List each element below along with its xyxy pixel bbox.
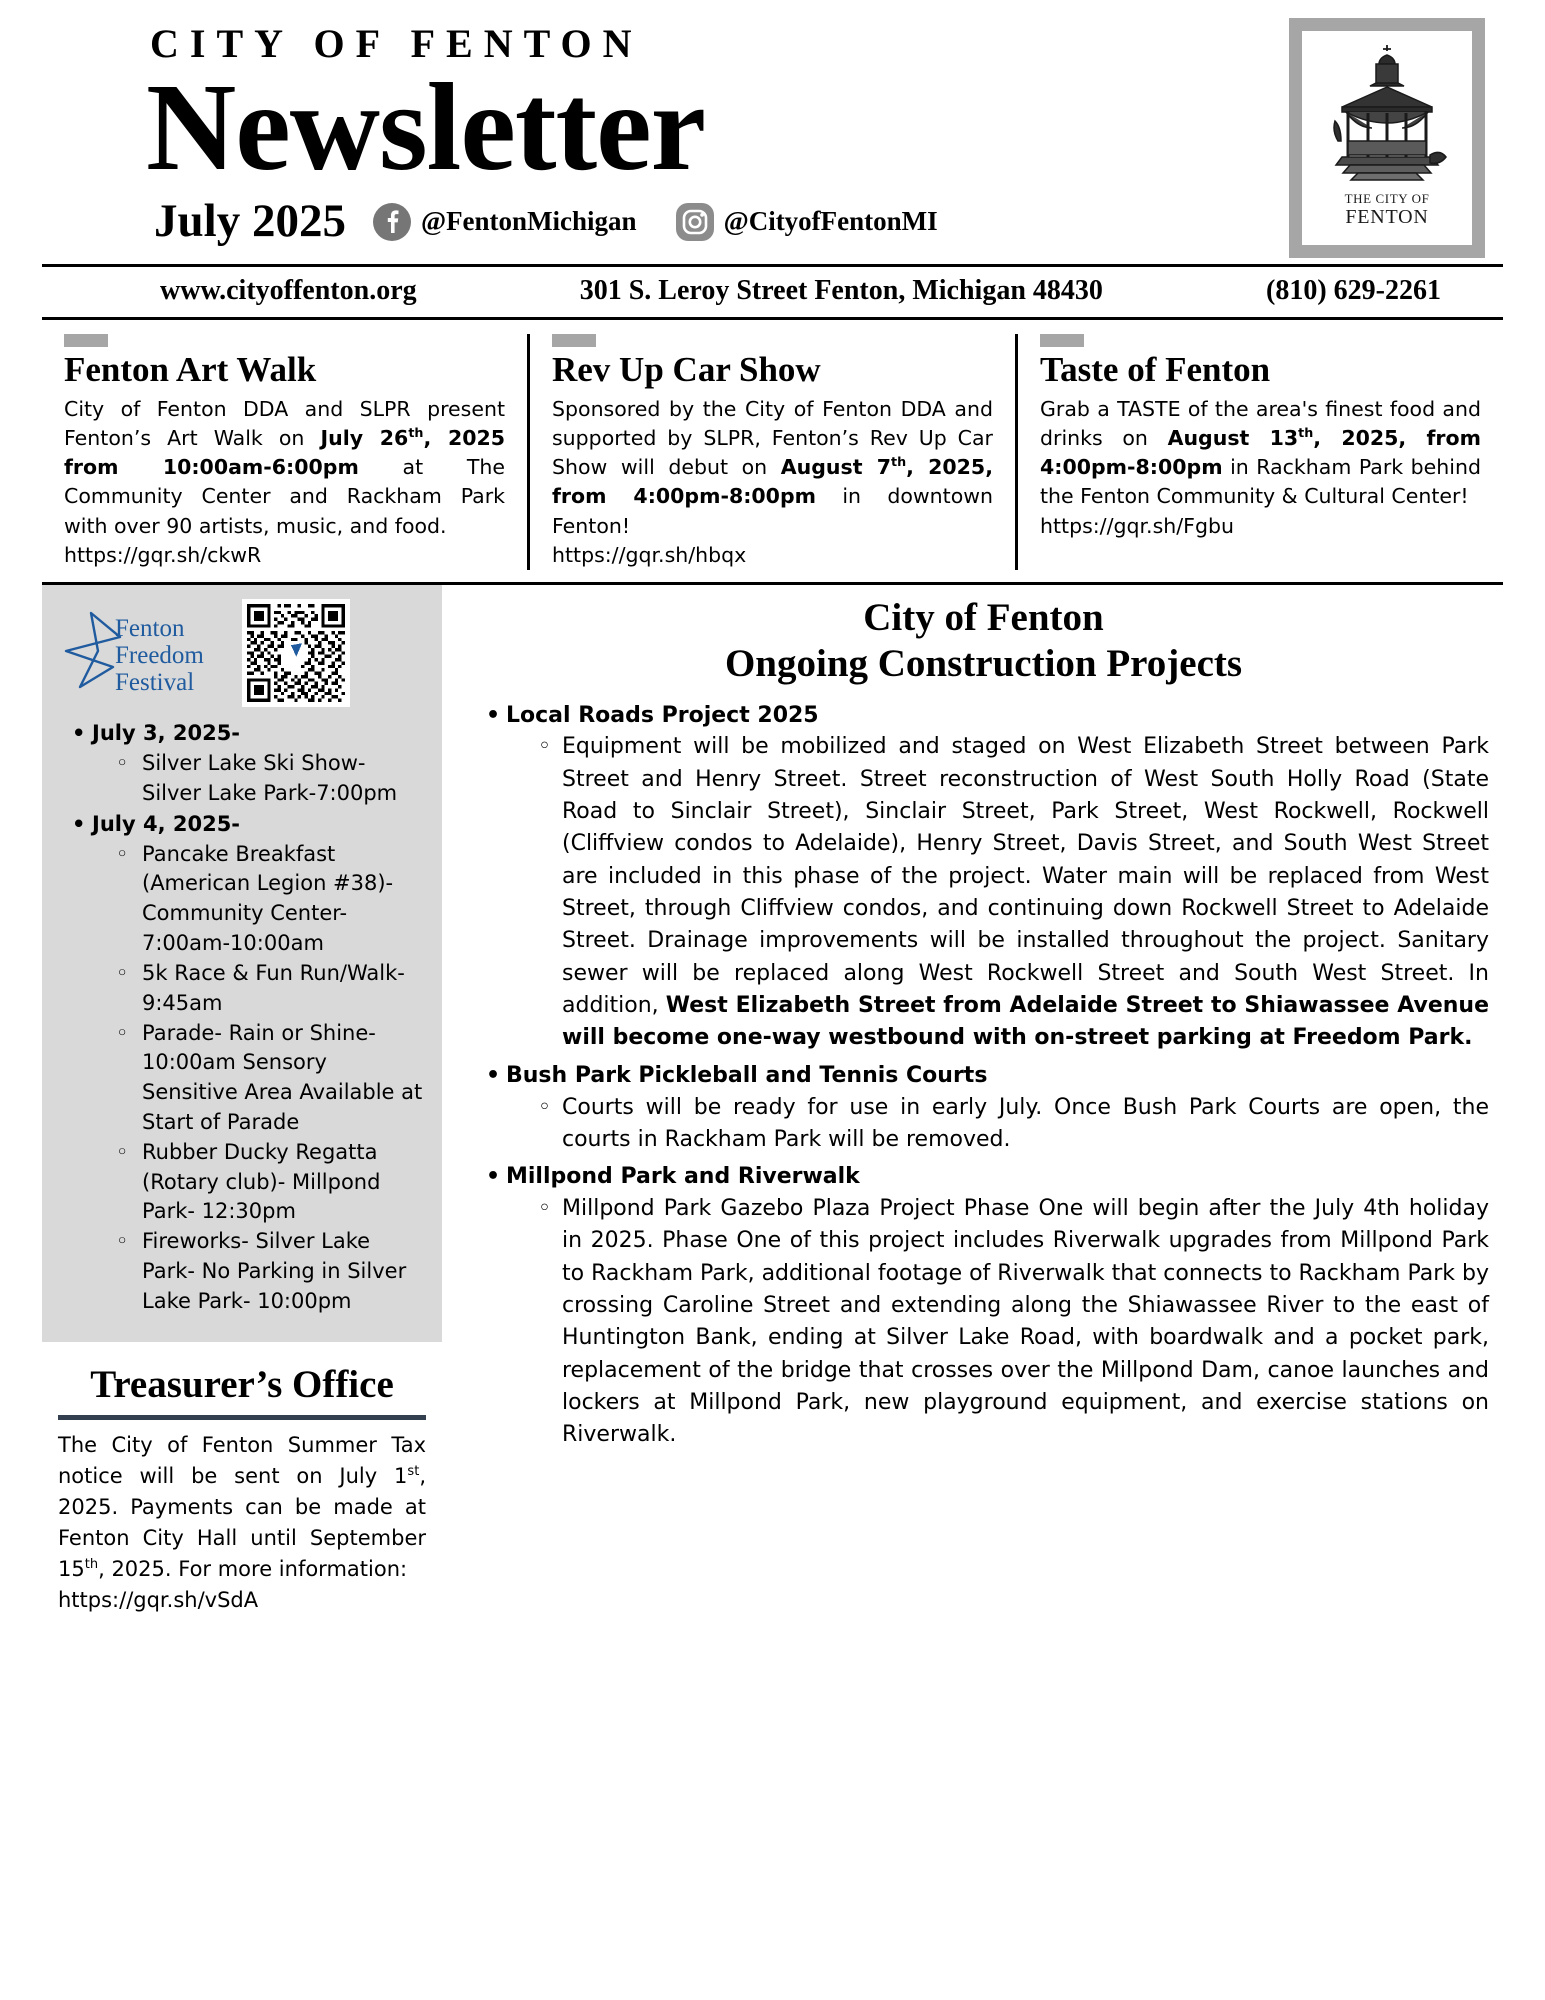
treasurer-body: The City of Fenton Summer Tax notice will be sent on July 1st, 2025. Payments can be made at Fenton City Hall until September 15th, 2025. For more information: bbox=[58, 1432, 426, 1581]
project-detail: ◦ Millpond Park Gazebo Plaza Project Phase One will begin after the July 4th holiday in 2025. Phase One of this project includes Riverwalk upgrades from Millpond Park to Rackham Park, additional footage of Riverwalk that connects to Rackham Park by crossing Caroline Street and extending along the Shiawassee River to the east of Huntington Bank, ending at Silver Lake Road, with boardwalk and a pocket park, replacement of the bridge that crosses over the Millpond Dam, canoe launches and lockers at Millpond Park, new playground equipment, and exercise stations on Riverwalk. bbox=[530, 1193, 1489, 1452]
festival-day-label: • July 3, 2025- bbox=[92, 721, 240, 745]
website-link[interactable]: www.cityoffenton.org bbox=[160, 275, 417, 306]
accent-bar-icon bbox=[552, 334, 596, 347]
masthead-kicker: CITY OF FENTON bbox=[150, 21, 643, 66]
event-description: Grab a TASTE of the area's finest food and drinks on August 13th, 2025, from 4:00pm-8:00pm in Rackham Park behind the Fenton Community & Cultural Center! bbox=[1040, 396, 1481, 509]
festival-event: ◦ Silver Lake Ski Show- Silver Lake Park-7:00pm bbox=[108, 749, 426, 809]
freedom-festival-header bbox=[58, 599, 426, 707]
masthead-text-block bbox=[42, 14, 938, 245]
construction-project bbox=[478, 701, 1489, 1055]
masthead-wordmark: Newsletter bbox=[146, 59, 706, 197]
construction-project bbox=[478, 1162, 1489, 1451]
gazebo-illustration-icon bbox=[1312, 37, 1462, 187]
construction-project-list bbox=[478, 701, 1489, 1452]
main-body bbox=[42, 582, 1503, 1616]
freedom-festival-panel bbox=[42, 585, 442, 1341]
masthead-subrow bbox=[150, 195, 938, 247]
construction-project bbox=[478, 1061, 1489, 1156]
festival-day bbox=[58, 719, 426, 808]
project-detail: ◦ Equipment will be mobilized and staged on West Elizabeth Street between Park Street and Henry Street. Street reconstruction of West South Holly Road (State Road to Sinclair Street), Sinclair Street, Park Street, West Rockwell, Rockwell (Cliffview condos to Adelaide), Henry Street, Davis Street, and South West Street are included in this phase of the project. Water main will be replaced from West Street, through Cliffview condos, and continuing down Rockwell Street to Adelaide Street. Drainage improvements will be installed throughout the project. Sanitary sewer will be replaced along West Rockwell Street and South West Street. In addition, West Elizabeth Street from Adelaide Street to Shiawassee Avenue will become one-way westbound with on-street parking at Freedom Park. bbox=[530, 731, 1489, 1054]
project-heading: • Millpond Park and Riverwalk bbox=[506, 1162, 1489, 1193]
event-card-taste-of-fenton bbox=[1015, 334, 1503, 570]
festival-event: ◦ Pancake Breakfast (American Legion #38)- Community Center- 7:00am-10:00am bbox=[108, 840, 426, 959]
project-heading: • Local Roads Project 2025 bbox=[506, 701, 1489, 732]
events-row bbox=[42, 317, 1503, 570]
event-link[interactable]: https://gqr.sh/hbqx bbox=[552, 543, 747, 568]
construction-title-line2: Ongoing Construction Projects bbox=[724, 642, 1243, 685]
festival-qr-code[interactable] bbox=[242, 599, 350, 707]
issue-date: July 2025 bbox=[154, 195, 346, 247]
instagram-handle: @CityofFentonMI bbox=[723, 206, 938, 236]
event-description: Sponsored by the City of Fenton DDA and supported by SLPR, Fenton’s Rev Up Car Show will debut on August 7th, 2025, from 4:00pm-8:00pm in downtown Fenton! bbox=[552, 396, 994, 538]
project-details bbox=[530, 731, 1489, 1054]
event-title: Taste of Fenton bbox=[1040, 350, 1271, 389]
left-column bbox=[42, 585, 442, 1616]
festival-day-events bbox=[108, 749, 426, 809]
contact-bar bbox=[42, 267, 1503, 317]
accent-bar-icon bbox=[1040, 334, 1084, 347]
facebook-handle: @FentonMichigan bbox=[420, 206, 637, 236]
project-details bbox=[530, 1193, 1489, 1452]
project-heading: • Bush Park Pickleball and Tennis Courts bbox=[506, 1061, 1489, 1092]
logo-caption-bottom: FENTON bbox=[1345, 206, 1429, 228]
project-details bbox=[530, 1092, 1489, 1157]
right-column bbox=[442, 585, 1503, 1616]
svg-text:Festival: Festival bbox=[115, 669, 195, 697]
festival-day-events bbox=[108, 840, 426, 1317]
treasurer-link[interactable]: https://gqr.sh/vSdA bbox=[58, 1587, 259, 1612]
street-address: 301 S. Leroy Street Fenton, Michigan 48430 bbox=[579, 275, 1103, 306]
event-card-art-walk bbox=[42, 334, 527, 570]
svg-text:Freedom: Freedom bbox=[115, 642, 204, 670]
event-description: City of Fenton DDA and SLPR present Fenton’s Art Walk on July 26th, 2025 from 10:00am-6:00pm at The Community Center and Rackham Park with over 90 artists, music, and food. bbox=[64, 396, 505, 538]
festival-day-label: • July 4, 2025- bbox=[92, 812, 240, 836]
facebook-icon bbox=[372, 202, 412, 242]
event-card-rev-up-car-show bbox=[527, 334, 1015, 570]
treasurer-divider bbox=[58, 1415, 426, 1420]
construction-title-line1: City of Fenton bbox=[863, 596, 1104, 640]
event-title: Fenton Art Walk bbox=[64, 350, 317, 389]
phone-number[interactable]: (810) 629-2261 bbox=[1266, 275, 1441, 306]
svg-text:Fenton: Fenton bbox=[115, 615, 185, 643]
treasurer-title: Treasurer’s Office bbox=[90, 1362, 394, 1406]
festival-event: ◦ Rubber Ducky Regatta (Rotary club)- Millpond Park- 12:30pm bbox=[108, 1138, 426, 1227]
logo-caption-top: THE CITY OF bbox=[1344, 191, 1430, 206]
event-title: Rev Up Car Show bbox=[552, 350, 821, 389]
social-facebook[interactable] bbox=[372, 202, 637, 242]
festival-schedule bbox=[58, 719, 426, 1316]
masthead bbox=[42, 0, 1503, 258]
construction-title bbox=[478, 595, 1489, 686]
event-link[interactable]: https://gqr.sh/Fgbu bbox=[1040, 513, 1234, 538]
accent-bar-icon bbox=[64, 334, 108, 347]
event-link[interactable]: https://gqr.sh/ckwR bbox=[64, 543, 262, 568]
festival-event: ◦ 5k Race & Fun Run/Walk- 9:45am bbox=[108, 959, 426, 1019]
social-instagram[interactable] bbox=[675, 202, 938, 242]
instagram-icon bbox=[675, 202, 715, 242]
city-logo bbox=[1289, 18, 1485, 258]
freedom-festival-logo-icon bbox=[58, 607, 228, 699]
festival-event: ◦ Parade- Rain or Shine- 10:00am Sensory Sensitive Area Available at Start of Parade bbox=[108, 1019, 426, 1138]
festival-event: ◦ Fireworks- Silver Lake Park- No Parking in Silver Lake Park- 10:00pm bbox=[108, 1227, 426, 1316]
project-detail: ◦ Courts will be ready for use in early July. Once Bush Park Courts are open, the courts in Rackham Park will be removed. bbox=[530, 1092, 1489, 1157]
treasurer-section bbox=[42, 1342, 442, 1616]
festival-day bbox=[58, 810, 426, 1317]
